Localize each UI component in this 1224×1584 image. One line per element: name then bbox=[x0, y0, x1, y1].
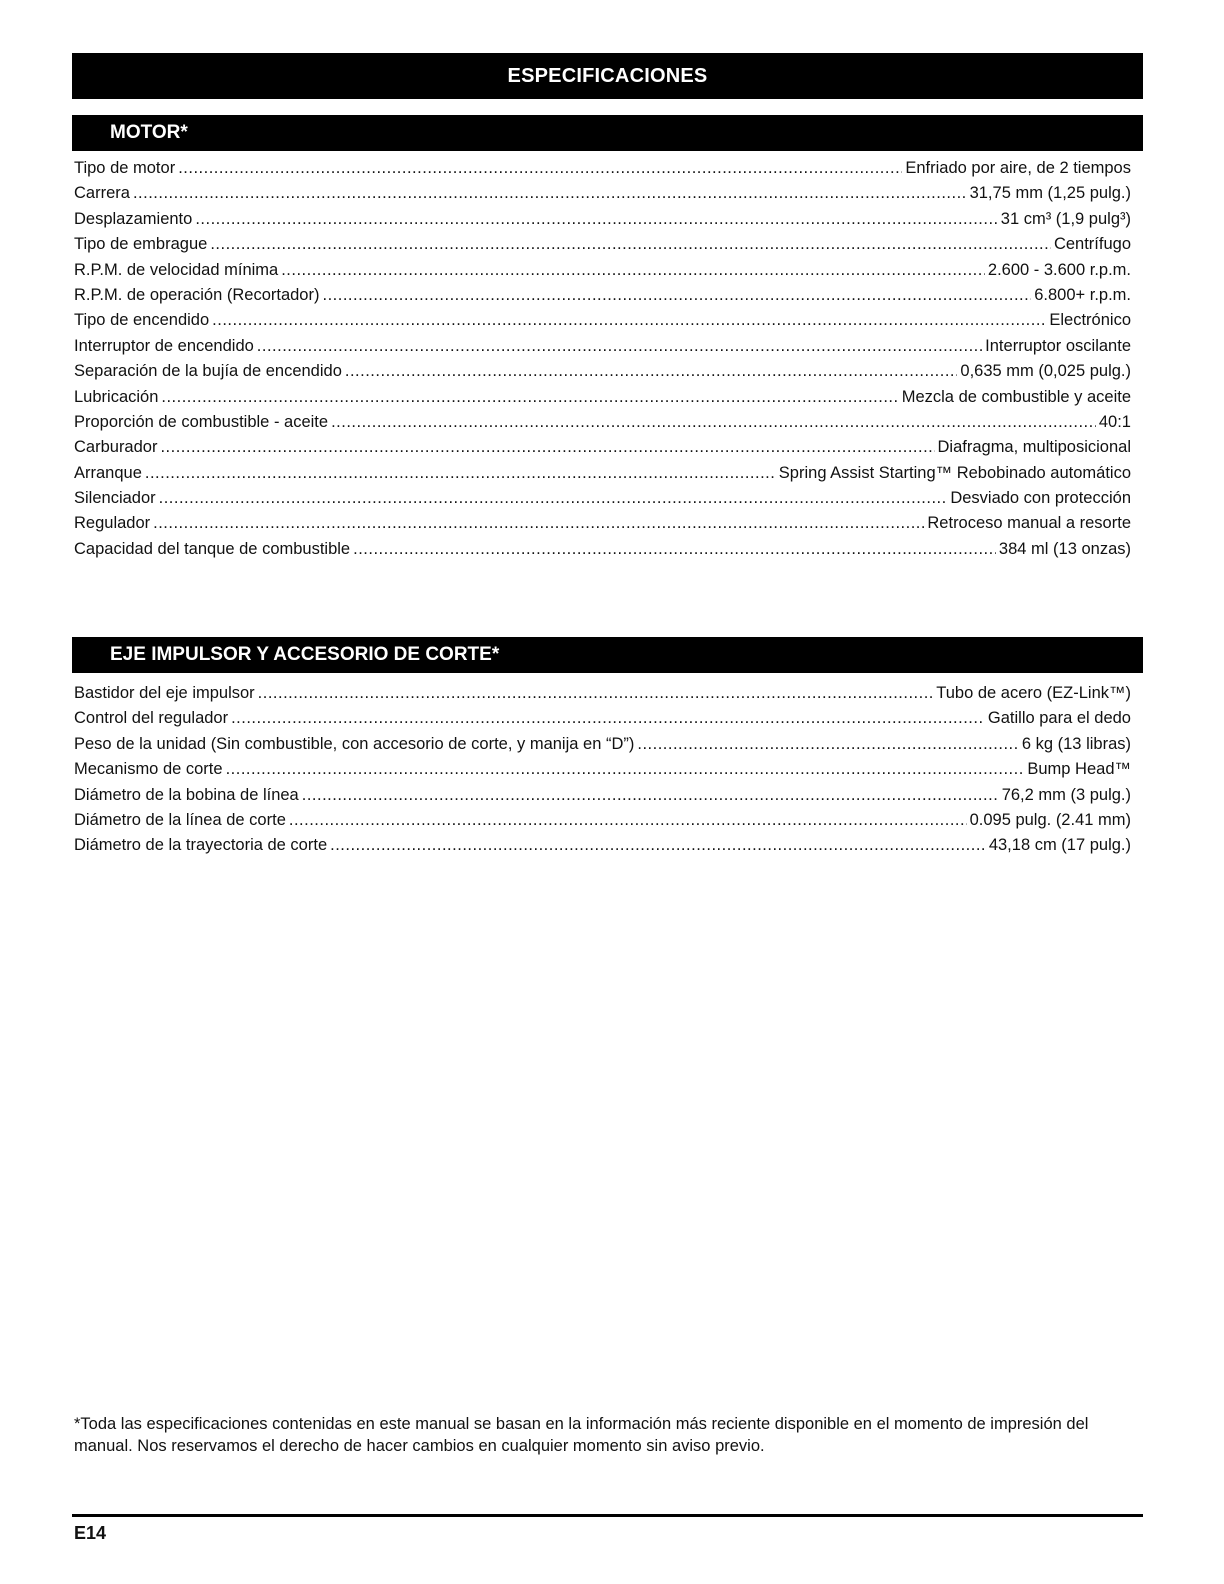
dot-leader bbox=[345, 362, 958, 381]
spec-label: Carburador bbox=[74, 438, 158, 457]
spec-value: Electrónico bbox=[1049, 311, 1131, 330]
dot-leader bbox=[330, 836, 986, 855]
dot-leader bbox=[637, 735, 1018, 754]
dot-leader bbox=[212, 311, 1046, 330]
spec-value: Interruptor oscilante bbox=[985, 336, 1131, 355]
spec-label: Lubricación bbox=[74, 387, 159, 406]
dot-leader bbox=[353, 540, 996, 559]
spec-row bbox=[74, 786, 1131, 811]
dot-leader bbox=[226, 760, 1025, 779]
spec-value: 31,75 mm (1,25 pulg.) bbox=[969, 184, 1131, 203]
spec-label: Bastidor del eje impulsor bbox=[74, 684, 255, 702]
dot-leader bbox=[160, 438, 934, 457]
spec-row bbox=[74, 210, 1131, 235]
spec-row bbox=[74, 811, 1131, 836]
spec-row bbox=[74, 760, 1131, 785]
spec-row bbox=[74, 836, 1131, 861]
spec-row bbox=[74, 464, 1131, 489]
spec-label: R.P.M. de velocidad mínima bbox=[74, 260, 279, 279]
dot-leader bbox=[281, 261, 985, 280]
footer-divider bbox=[72, 1514, 1143, 1517]
spec-label: Separación de la bujía de encendido bbox=[74, 362, 342, 381]
dot-leader bbox=[210, 235, 1051, 254]
spec-value: Tubo de acero (EZ-Link™) bbox=[936, 684, 1131, 702]
dot-leader bbox=[133, 184, 967, 203]
spec-row bbox=[74, 540, 1131, 565]
spec-value: 76,2 mm (3 pulg.) bbox=[1001, 785, 1131, 804]
spec-value: 384 ml (13 onzas) bbox=[998, 539, 1131, 558]
page-title: ESPECIFICACIONES bbox=[507, 64, 708, 87]
eje-spec-list bbox=[74, 684, 1131, 862]
dot-leader bbox=[195, 210, 997, 229]
motor-section-title: MOTOR* bbox=[110, 122, 188, 143]
spec-label: Peso de la unidad (Sin combustible, con accesorio de corte, y manija en “D”) bbox=[74, 734, 635, 753]
spec-row bbox=[74, 362, 1131, 387]
spec-value: Bump Head™ bbox=[1027, 760, 1131, 779]
spec-row bbox=[74, 489, 1131, 514]
spec-value: Retroceso manual a resorte bbox=[927, 514, 1131, 533]
spec-value: Diafragma, multiposicional bbox=[937, 438, 1131, 457]
spec-label: R.P.M. de operación (Recortador) bbox=[74, 285, 320, 304]
spec-label: Carrera bbox=[74, 184, 130, 203]
dot-leader bbox=[178, 159, 902, 178]
spec-row bbox=[74, 311, 1131, 336]
spec-label: Arranque bbox=[74, 463, 142, 482]
spec-value: 0.095 pulg. (2.41 mm) bbox=[969, 810, 1131, 829]
dot-leader bbox=[257, 337, 982, 356]
spec-value: 6.800+ r.p.m. bbox=[1034, 285, 1131, 304]
spec-row bbox=[74, 514, 1131, 539]
spec-value: 40:1 bbox=[1098, 412, 1131, 431]
spec-row bbox=[74, 684, 1131, 709]
spec-label: Interruptor de encendido bbox=[74, 336, 254, 355]
spec-value: Spring Assist Starting™ Rebobinado automático bbox=[778, 463, 1131, 482]
spec-label: Diámetro de la trayectoria de corte bbox=[74, 836, 328, 855]
spec-value: 31 cm³ (1,9 pulg³) bbox=[1000, 209, 1131, 228]
spec-label: Tipo de motor bbox=[74, 159, 176, 177]
spec-value: Mezcla de combustible y aceite bbox=[901, 387, 1131, 406]
spec-label: Silenciador bbox=[74, 489, 156, 508]
spec-value: Gatillo para el dedo bbox=[987, 709, 1131, 728]
spec-row bbox=[74, 159, 1131, 184]
spec-value: Desviado con protección bbox=[950, 489, 1131, 508]
spec-row bbox=[74, 735, 1131, 760]
spec-label: Tipo de encendido bbox=[74, 311, 210, 330]
dot-leader bbox=[159, 489, 948, 508]
eje-section-header bbox=[72, 637, 1143, 673]
spec-row bbox=[74, 235, 1131, 260]
spec-row bbox=[74, 261, 1131, 286]
dot-leader bbox=[161, 388, 898, 407]
dot-leader bbox=[289, 811, 967, 830]
spec-row bbox=[74, 709, 1131, 734]
dot-leader bbox=[331, 413, 1096, 432]
dot-leader bbox=[258, 684, 934, 703]
dot-leader bbox=[231, 709, 985, 728]
spec-label: Capacidad del tanque de combustible bbox=[74, 539, 351, 558]
spec-row bbox=[74, 413, 1131, 438]
spec-value: 43,18 cm (17 pulg.) bbox=[988, 836, 1131, 855]
spec-value: 2.600 - 3.600 r.p.m. bbox=[987, 260, 1131, 279]
dot-leader bbox=[153, 514, 924, 533]
spec-row bbox=[74, 184, 1131, 209]
spec-label: Proporción de combustible - aceite bbox=[74, 412, 329, 431]
eje-section-title: EJE IMPULSOR Y ACCESORIO DE CORTE* bbox=[110, 644, 500, 665]
spec-label: Mecanismo de corte bbox=[74, 760, 223, 779]
page-number: E14 bbox=[74, 1523, 107, 1543]
motor-spec-list bbox=[74, 159, 1131, 565]
spec-label: Diámetro de la línea de corte bbox=[74, 810, 286, 829]
spec-label: Tipo de embrague bbox=[74, 235, 208, 254]
spec-row bbox=[74, 286, 1131, 311]
spec-row bbox=[74, 337, 1131, 362]
spec-label: Diámetro de la bobina de línea bbox=[74, 785, 299, 804]
dot-leader bbox=[322, 286, 1031, 305]
page-title-banner bbox=[72, 53, 1143, 99]
dot-leader bbox=[145, 464, 776, 483]
spec-label: Control del regulador bbox=[74, 709, 229, 728]
spec-value: Enfriado por aire, de 2 tiempos bbox=[905, 159, 1131, 177]
spec-row bbox=[74, 388, 1131, 413]
spec-value: 6 kg (13 libras) bbox=[1021, 734, 1131, 753]
spec-value: Centrífugo bbox=[1053, 235, 1131, 254]
footnote: *Toda las especificaciones contenidas en este manual se basan en la información más reciente disponible en el momento de impresión del manual. Nos reservamos el derecho de hacer cambios en cualquier momento sin aviso previo. bbox=[74, 1415, 1089, 1455]
motor-section-header bbox=[72, 115, 1143, 151]
spec-label: Desplazamiento bbox=[74, 209, 193, 228]
spec-value: 0,635 mm (0,025 pulg.) bbox=[960, 362, 1131, 381]
spec-label: Regulador bbox=[74, 514, 151, 533]
spec-row bbox=[74, 438, 1131, 463]
dot-leader bbox=[302, 786, 999, 805]
